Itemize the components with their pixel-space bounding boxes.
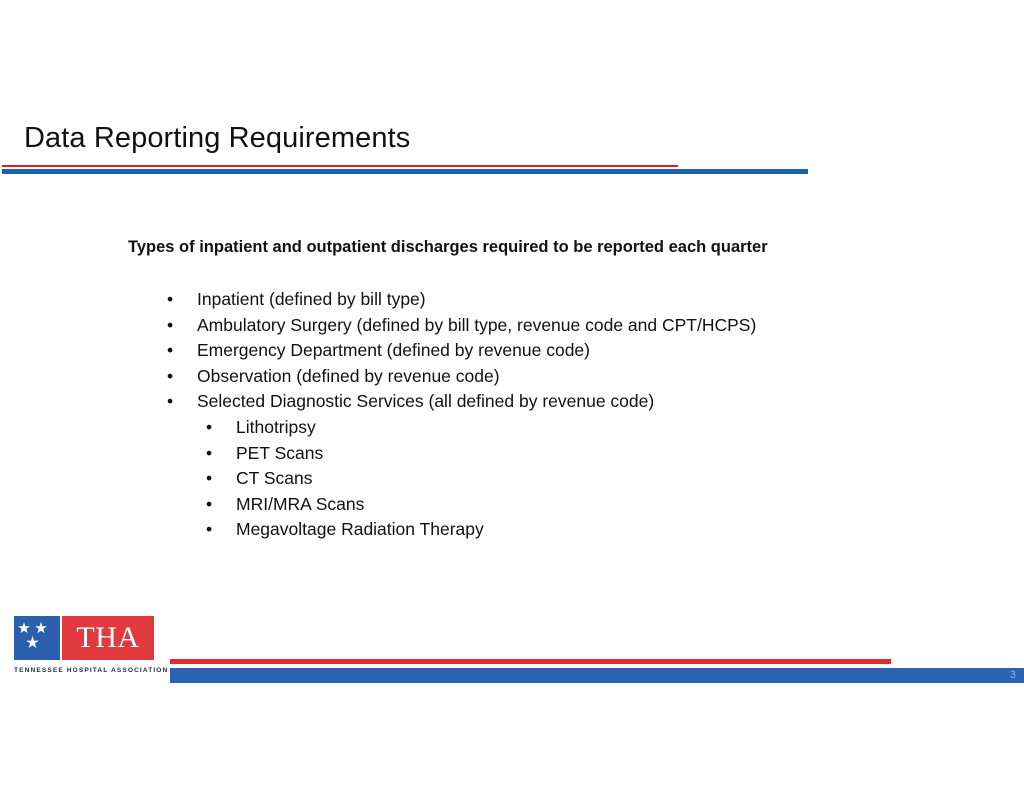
tha-logo: [14, 616, 169, 678]
page-number: 3: [1009, 669, 1016, 681]
slide-title: Data Reporting Requirements: [24, 122, 411, 154]
bullet-icon: •: [206, 468, 213, 489]
stars-icon: [17, 619, 57, 657]
list-item: [165, 313, 756, 339]
list-item-label: Observation (defined by revenue code): [197, 365, 500, 386]
footer-red-rule: [170, 659, 891, 664]
footer-blue-bar: [170, 668, 1024, 683]
discharge-type-list: [165, 287, 756, 543]
bullet-icon: •: [167, 314, 174, 335]
sub-list-item: [165, 415, 756, 441]
title-red-rule: [2, 165, 678, 167]
bullet-icon: •: [167, 340, 174, 361]
sub-list-item-label: Megavoltage Radiation Therapy: [236, 519, 484, 540]
sub-list-item: [165, 441, 756, 467]
list-item: [165, 389, 756, 415]
logo-brand: THA: [76, 621, 140, 654]
list-item: [165, 364, 756, 390]
sub-list-item: [165, 492, 756, 518]
list-item: [165, 287, 756, 313]
list-item-label: Ambulatory Surgery (defined by bill type, revenue code and CPT/HCPS): [197, 314, 757, 335]
logo-tagline: TENNESSEE HOSPITAL ASSOCIATION: [14, 667, 169, 674]
subheading: Types of inpatient and outpatient discharges required to be reported each quarter: [128, 238, 768, 256]
title-blue-rule: [2, 169, 808, 174]
list-item: [165, 338, 756, 364]
bullet-icon: •: [167, 365, 174, 386]
bullet-icon: •: [206, 416, 213, 437]
sub-list-item-label: Lithotripsy: [236, 416, 316, 437]
bullet-icon: •: [167, 391, 174, 412]
sub-list-item: [165, 466, 756, 492]
list-item-label: Emergency Department (defined by revenue code): [197, 340, 590, 361]
sub-list-item-label: MRI/MRA Scans: [236, 493, 365, 514]
bullet-icon: •: [206, 442, 213, 463]
list-item-label: Selected Diagnostic Services (all defined by revenue code): [197, 391, 655, 412]
sub-list-item: [165, 517, 756, 543]
bullet-icon: •: [167, 289, 174, 309]
list-item-label: Inpatient (defined by bill type): [197, 289, 426, 309]
bullet-icon: •: [206, 493, 213, 514]
sub-list-item-label: PET Scans: [236, 442, 324, 463]
bullet-icon: •: [206, 519, 213, 540]
sub-list-item-label: CT Scans: [236, 468, 313, 489]
